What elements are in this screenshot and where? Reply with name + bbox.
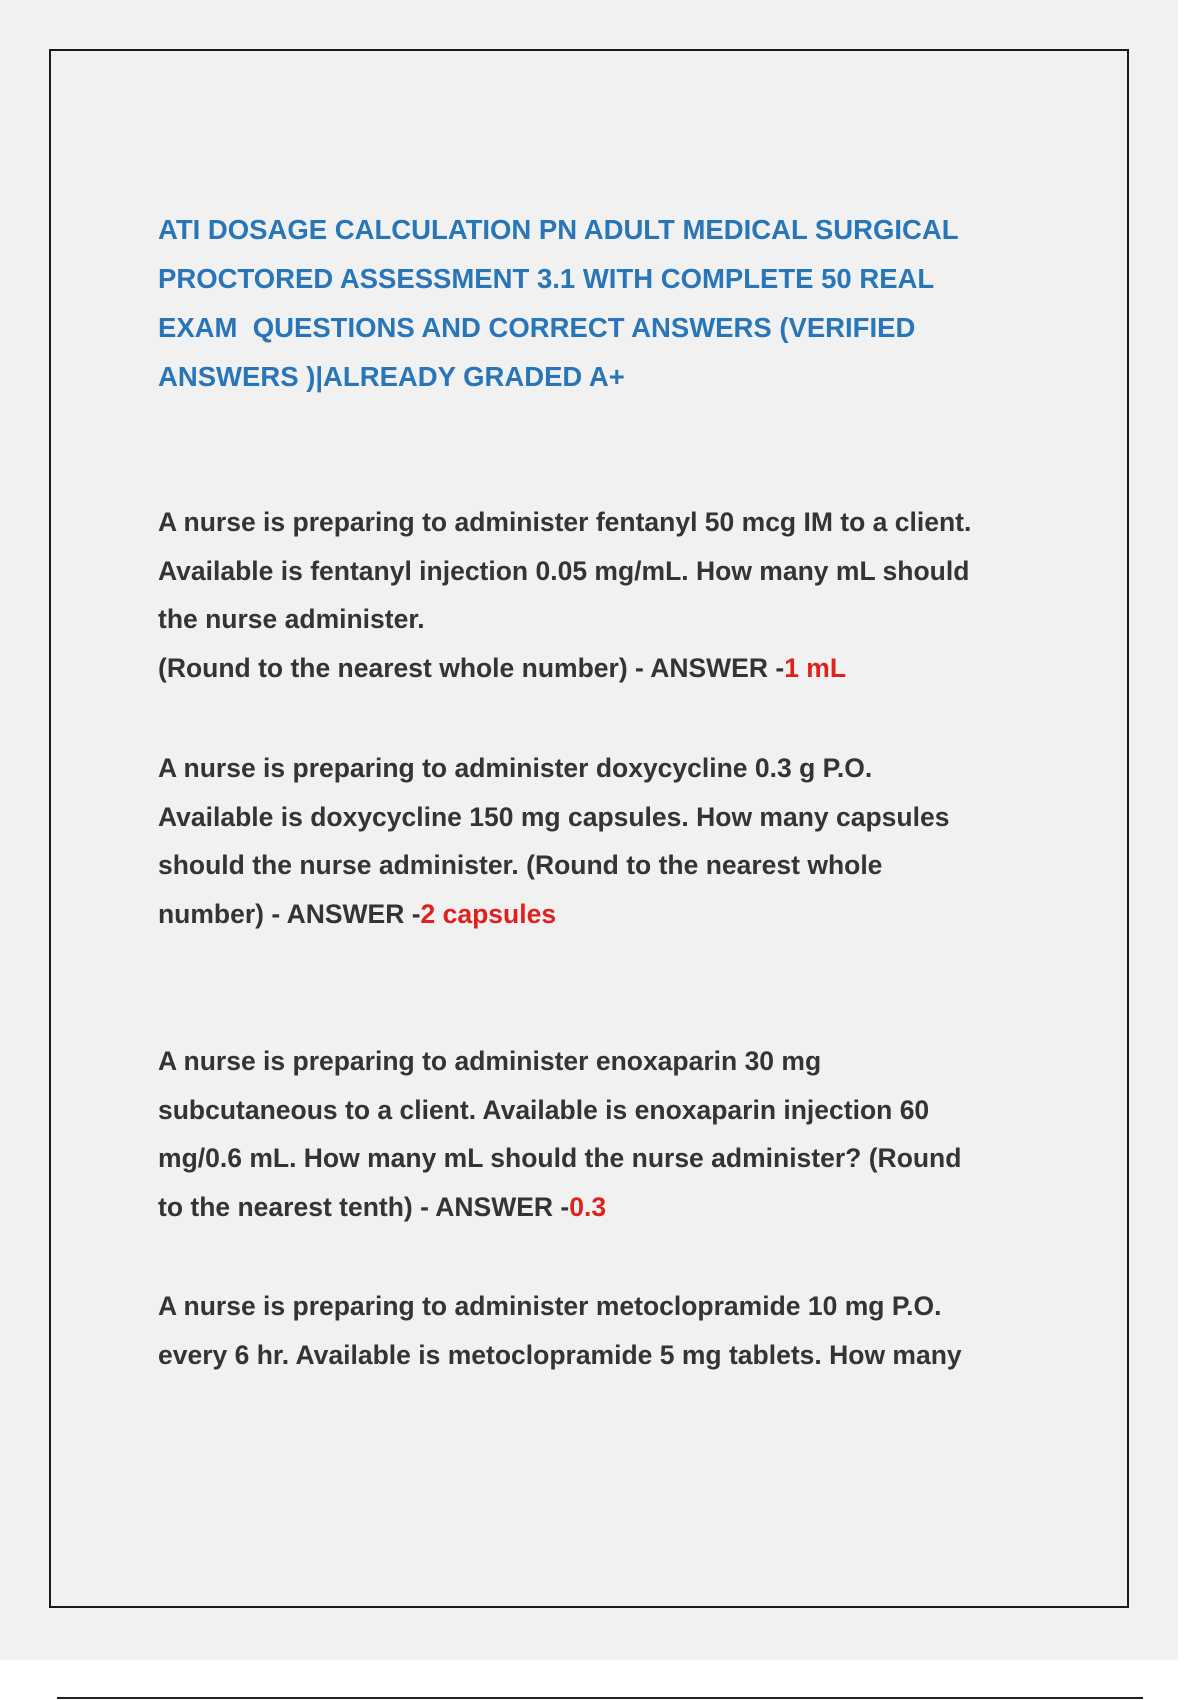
question-line: mg/0.6 mL. How many mL should the nurse administer? (Round [158, 1143, 962, 1173]
question-line: number) - ANSWER - [158, 898, 421, 929]
title-line: ATI DOSAGE CALCULATION PN ADULT MEDICAL SURGICAL [158, 214, 959, 245]
question-block-1 [158, 498, 1058, 692]
question-block-3 [158, 1037, 1058, 1231]
question-block-4 [158, 1282, 1058, 1379]
question-line: A nurse is preparing to administer metoclopramide 10 mg P.O. [158, 1291, 942, 1321]
question-line: A nurse is preparing to administer enoxaparin 30 mg [158, 1046, 822, 1076]
document-title [158, 205, 1058, 401]
question-line: should the nurse administer. (Round to the nearest whole [158, 850, 883, 880]
question-block-2 [158, 744, 1058, 938]
question-line: Available is doxycycline 150 mg capsules. How many capsules [158, 801, 950, 832]
title-line: EXAM QUESTIONS AND CORRECT ANSWERS (VERIFIED [158, 312, 916, 343]
answer-text: 1 mL [784, 652, 847, 683]
question-line: to the nearest tenth) - ANSWER - [158, 1191, 570, 1222]
question-line: (Round to the nearest whole number) - ANSWER - [158, 652, 785, 683]
question-line: the nurse administer. [158, 604, 425, 634]
page-divider [57, 1697, 1143, 1699]
question-line: subcutaneous to a client. Available is enoxaparin injection 60 [158, 1094, 930, 1125]
answer-text: 0.3 [569, 1191, 607, 1222]
page-content [158, 205, 1058, 1370]
question-line: every 6 hr. Available is metoclopramide 5 mg tablets. How many [158, 1339, 962, 1370]
answer-text: 2 capsules [420, 898, 557, 929]
question-line: Available is fentanyl injection 0.05 mg/mL. How many mL should [158, 555, 970, 586]
question-line: A nurse is preparing to administer doxycycline 0.3 g P.O. [158, 753, 873, 783]
title-line: ANSWERS )|ALREADY GRADED A+ [158, 361, 625, 392]
question-line: A nurse is preparing to administer fentanyl 50 mcg IM to a client. [158, 507, 972, 537]
title-line: PROCTORED ASSESSMENT 3.1 WITH COMPLETE 50 REAL [158, 263, 935, 294]
